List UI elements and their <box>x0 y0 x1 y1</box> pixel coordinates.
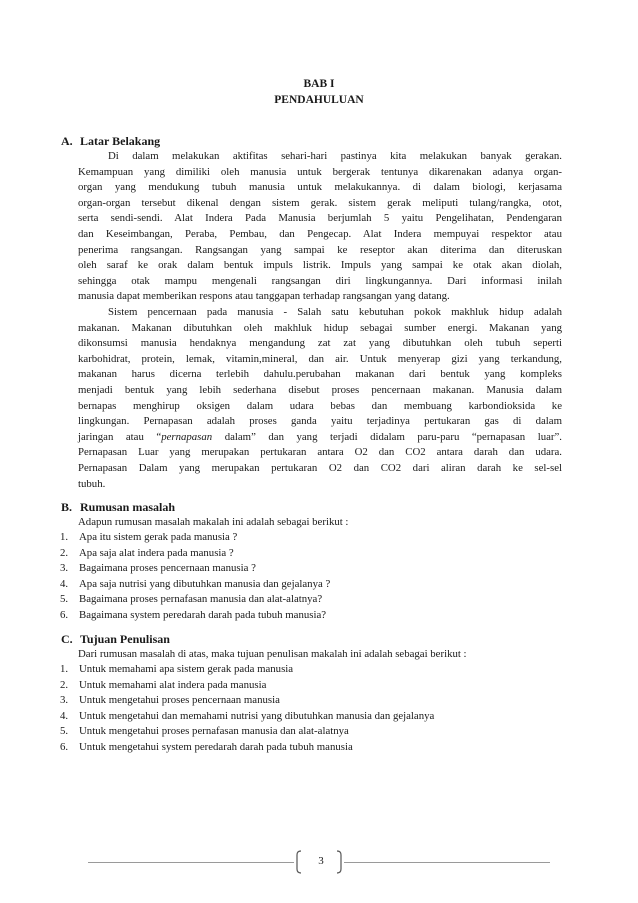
section-a-title: Latar Belakang <box>80 134 161 148</box>
section-b-heading <box>61 500 175 515</box>
list-text: Untuk memahami apa sistem gerak pada manusia <box>79 663 294 675</box>
section-b-intro: Adapun rumusan masalah makalah ini adalah sebagai berikut : <box>78 516 349 528</box>
list-text: Apa saja alat indera pada manusia ? <box>79 546 234 559</box>
paragraph-line-with-italic <box>78 430 562 446</box>
list-item <box>60 740 434 756</box>
list-item <box>60 530 330 546</box>
section-a-paragraph-1 <box>78 149 562 305</box>
paragraph-line: dan Keseimbangan, Peraba, Pembau, dan Pengecap. Alat Indera mempuyai respektor atau <box>78 227 562 240</box>
list-item <box>60 693 434 709</box>
footer-rule-left <box>88 862 294 863</box>
italic-term: pernapasan <box>161 430 213 443</box>
list-item <box>60 709 434 725</box>
list-text: Apa itu sistem gerak pada manusia ? <box>79 531 238 543</box>
list-item <box>60 678 434 694</box>
section-c-title: Tujuan Penulisan <box>80 632 170 646</box>
section-b-letter: B. <box>61 500 73 514</box>
paragraph-line: serta sendi-sendi. Alat Indera Pada Manusia berjumlah 5 yaitu Pengelihatan, Pendengaran <box>78 212 562 225</box>
list-text: Bagaimana proses pencernaan manusia ? <box>79 562 256 575</box>
list-text: Untuk mengetahui proses pencernaan manusia <box>79 694 280 707</box>
list-item <box>60 662 434 678</box>
section-c-intro: Dari rumusan masalah di atas, maka tujuan penulisan makalah ini adalah sebagai berikut : <box>78 648 467 660</box>
list-number: 5. <box>60 593 69 606</box>
section-a-letter: A. <box>61 134 73 148</box>
paragraph-line: Pernapasan Luar yang merupakan pertukaran antara O2 dan CO2 antara darah dan udara. <box>78 446 562 459</box>
list-number: 5. <box>60 725 69 738</box>
paragraph-line: manusia dapat memberikan respons atau tanggapan terhadap rangsangan yang datang. <box>78 290 450 303</box>
left-bracket-icon <box>296 850 302 874</box>
list-text: Apa saja nutrisi yang dibutuhkan manusia dan gejalanya ? <box>79 577 331 590</box>
list-item <box>60 561 330 577</box>
paragraph-line: Sistem pencernaan pada manusia - Salah satu kebutuhan pokok makhluk hidup adalah <box>108 306 562 318</box>
paragraph-line: karbohidrat, protein, lemak, vitamin,mineral, dan air. Untuk menyerap gizi yang terkandung, <box>78 352 562 365</box>
list-number: 3. <box>60 562 69 575</box>
paragraph-line: makanan harus dicerna terlebih dahulu.perubahan makanan dari bentuk yang kompleks <box>78 368 562 381</box>
chapter-number: BAB I <box>303 78 335 90</box>
right-bracket-icon <box>336 850 342 874</box>
paragraph-line: dikonsumsi manusia hendaknya mengandung zat zat yang dibutuhkan oleh tubuh seperti <box>78 337 562 350</box>
paragraph-line: makanan. Makanan dibutuhkan oleh makhluk hidup sebagai sumber energi. Makanan yang <box>78 321 562 334</box>
paragraph-line: sehingga otak mampu mengenali rangsangan diri lingkungannya. Dari informasi inilah <box>78 274 562 287</box>
paragraph-line: organ-organ tersebut dikenal dengan sistem gerak. sistem gerak meliputi tulang/rangka, otot, <box>78 196 562 209</box>
list-number: 2. <box>60 678 69 691</box>
section-c-list <box>60 662 434 756</box>
list-number: 4. <box>60 709 69 722</box>
list-number: 2. <box>60 546 69 559</box>
section-b-title: Rumusan masalah <box>80 500 176 514</box>
list-text: Untuk mengetahui proses pernafasan manusia dan alat-alatnya <box>79 725 349 738</box>
list-number: 4. <box>60 577 69 590</box>
paragraph-line: Di dalam melakukan aktifitas sehari-hari pastinya kita melakukan banyak gerakan. <box>108 150 562 162</box>
list-item <box>60 592 330 608</box>
paragraph-line: tubuh. <box>78 477 106 490</box>
line-segment: jaringan atau “ <box>78 430 162 443</box>
list-text: Bagaimana system peredarah darah pada tubuh manusia? <box>79 608 327 621</box>
paragraph-line: lingkungan. Pernapasan adalah proses ganda yaitu terjadinya pertukaran gas di dalam <box>78 415 562 428</box>
list-number: 3. <box>60 694 69 707</box>
paragraph-line: menjadi bentuk yang lebih sederhana disebut proses pencernaan makanan. Manusia dalam <box>78 383 562 396</box>
paragraph-line: Kemampuan yang dimiliki oleh manusia untuk bergerak tentunya dikarenakan adanya organ- <box>78 165 562 178</box>
paragraph-line: penerima rangsangan. Rangsangan yang sampai ke reseptor akan diterima dan diteruskan <box>78 243 562 256</box>
chapter-title: PENDAHULUAN <box>274 94 364 106</box>
list-number: 1. <box>60 663 69 675</box>
list-text: Untuk mengetahui dan memahami nutrisi yang dibutuhkan manusia dan gejalanya <box>79 709 435 722</box>
list-text: Untuk memahami alat indera pada manusia <box>79 678 267 691</box>
footer-rule-right <box>344 862 550 863</box>
section-c-heading <box>61 632 170 647</box>
section-b-list <box>60 530 330 624</box>
list-number: 6. <box>60 608 69 621</box>
page-number: 3 <box>318 855 324 867</box>
line-segment: dalam” dan yang terjadi didalam paru-paru “pernapasan luar”. <box>212 430 562 443</box>
section-a-heading <box>61 134 160 149</box>
section-a-paragraph-2 <box>78 305 562 492</box>
paragraph-line: oleh saraf ke orak dalam bentuk impuls listrik. Impuls yang sampai ke otak akan diolah, <box>78 259 562 272</box>
paragraph-line: Pernapasan Dalam yang merupakan pertukaran O2 dan CO2 dari aliran darah ke sel-sel <box>78 461 562 474</box>
list-text: Untuk mengetahui system peredarah darah pada tubuh manusia <box>79 740 353 753</box>
paragraph-line: organ yang mendukung tubuh manusia untuk melakukannya. di dalam biologi, kerjasama <box>78 181 562 194</box>
list-number: 6. <box>60 740 69 753</box>
list-item <box>60 546 330 562</box>
list-item <box>60 577 330 593</box>
list-item <box>60 608 330 624</box>
section-c-letter: C. <box>61 632 73 646</box>
list-number: 1. <box>60 531 69 543</box>
list-item <box>60 724 434 740</box>
list-text: Bagaimana proses pernafasan manusia dan alat-alatnya? <box>79 593 323 606</box>
page-footer <box>0 850 638 876</box>
paragraph-line: bernapas menghirup oksigen dalam udara bebas dan membuang karbondioksida ke <box>78 399 562 412</box>
